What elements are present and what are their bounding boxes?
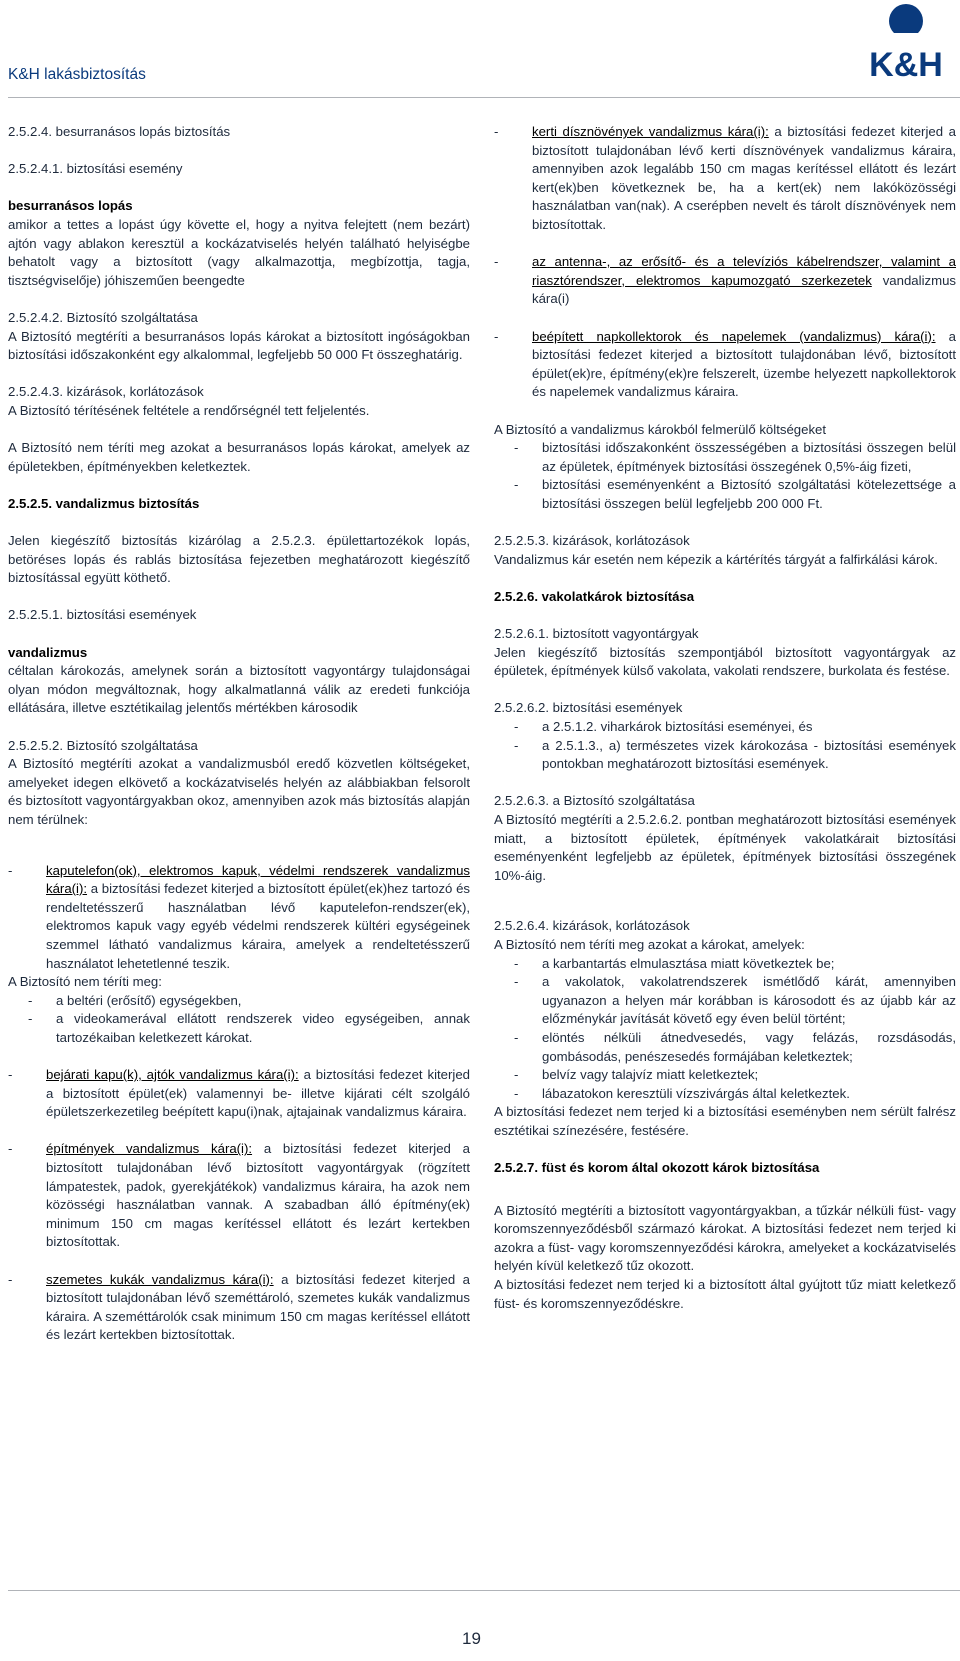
section-heading: 2.5.2.4.3. kizárások, korlátozások [8, 384, 204, 400]
header-rule [8, 97, 960, 98]
section-heading: 2.5.2.4.1. biztosítási esemény [8, 161, 183, 177]
list-item [494, 328, 956, 402]
footer-rule [8, 1590, 960, 1591]
list-item-text: a vakolatok, vakolatrendszerek ismétlődő kárát, amennyiben ugyanazon a helyen már korábban is károsodott és az újabb kár az előzménykár javítását követő egy éven belül történt; [542, 974, 956, 1027]
paragraph: A Biztosító megtéríti a 2.5.2.6.2. pontban meghatározott biztosítási események miatt, a biztosított épületek, építmények vakolatkárait biztosítási eseményenként legfeljebb az épületek, építmények biztosítási összegének 10%-áig. [494, 811, 956, 883]
list-item-lead: építmények vandalizmus kára(i): [46, 1141, 253, 1157]
section-heading: 2.5.2.6.3. a Biztosító szolgáltatása [494, 793, 695, 809]
list-item [494, 123, 956, 235]
list-item [8, 862, 470, 974]
list-dash: - [8, 1141, 13, 1157]
list-item [514, 955, 956, 974]
list-item [514, 439, 956, 476]
list-item [514, 1029, 956, 1066]
list-item [514, 718, 956, 737]
list-dash: - [28, 992, 33, 1008]
list-dash: - [514, 955, 519, 971]
list-item [514, 1085, 956, 1104]
paragraph: Vandalizmus kár esetén nem képezik a kártérítés tárgyát a falfirkálási károk. [494, 551, 938, 567]
section-heading: 2.5.2.5.1. biztosítási események [8, 607, 197, 623]
paragraph: Jelen kiegészítő biztosítás kizárólag a 2.5.2.3. épülettartozékok lopás, betöréses lopás és rablás biztosítása fejezetben meghatározott kiegészítő biztosítással együtt köthető. [8, 533, 470, 586]
list-item-lead: bejárati kapu(k), ajtók vandalizmus kára(i): [46, 1067, 299, 1083]
list-item-text: a biztosítási fedezet kiterjed a biztosított tulajdonában lévő szeméttároló, szemetes kukák vandalizmus káraira. A szeméttárolók csak minimum 150 cm magas kerítéssel ellátott és lezárt kertekben biztosítottak. [46, 1271, 470, 1343]
list-item [8, 1066, 470, 1122]
list-item-text: a videokamerával ellátott rendszerek video egységeiben, annak tartozékaiban keletkezett károkat. [56, 1011, 470, 1045]
list-item-lead: kaputelefon(ok), elektromos kapuk, védelmi rendszerek vandalizmus kára(i): [46, 862, 470, 897]
paragraph: A Biztosító nem téríti meg azokat a besurranásos lopás károkat, amelyek az épületekben, építményekben keletkeztek. [8, 440, 470, 474]
list-dash: - [8, 1067, 13, 1083]
section-heading: 2.5.2.6. vakolatkárok biztosítása [494, 588, 695, 604]
page-number: 19 [462, 1629, 481, 1648]
paragraph: A biztosítási fedezet nem terjed ki a biztosítási eseményben nem sérült falrész esztétikai színezésére, festésére. [494, 1104, 956, 1138]
section-heading: 2.5.2.6.4. kizárások, korlátozások [494, 918, 690, 934]
list-item-text: elöntés nélküli átnedvesedés, vagy felázás, rozsdásodás, gombásodás, penészesedés formájában keletkeztek; [542, 1029, 956, 1064]
right-column [494, 123, 956, 1313]
list-dash: - [8, 1271, 13, 1287]
list-dash: - [514, 1029, 519, 1045]
paragraph: céltalan károkozás, amelynek során a biztosított vagyontárgy tulajdonságai olyan módon megváltoznak, hogy alkalmatlanná válik az eredeti funkciója ellátására, illetve esztétikailag jelentős mértékben károsodik [8, 663, 470, 716]
section-heading: 2.5.2.6.2. biztosítási események [494, 700, 683, 716]
list-item-text: a 2.5.1.2. viharkárok biztosítási eseményei, és [542, 719, 813, 734]
kh-logo [852, 2, 960, 88]
list-dash: - [514, 1085, 519, 1101]
list-item-text: a beltéri (erősítő) egységekben, [56, 992, 242, 1008]
list-item [494, 253, 956, 309]
section-heading: 2.5.2.5.2. Biztosító szolgáltatása [8, 737, 198, 753]
paragraph: amikor a tettes a lopást úgy követte el, hogy a nyitva felejtett (nem bezárt) ajtón vagy ablakon keresztül a kockázatviselés helyén található helyiségbe behatolt vagy a biztosított (vagy alkalmazottja, megbízottja, tagja, tisztségviselője) jóhiszeműen beengedte [8, 216, 470, 288]
page-header [0, 0, 960, 110]
list-item-lead: az antenna-, az erősítő- és a televíziós kábelrendszer, valamint a riasztórendszer, elektromos kapumozgató szerkezetek [532, 254, 956, 288]
list-dash: - [514, 719, 519, 734]
list-item-text: a biztosítási fedezet kiterjed a biztosított tulajdonában lévő kerti dísznövények vandalizmus káraira, amennyiben azok legalább 150 cm magas kerítéssel ellátott és lezárt kert(ek)ben következnek be, ha a kert(ek) nem lakóközösségi használatban van(nak). A cserépben nevelt és tárolt dísznövények nem biztosítottak. [532, 124, 956, 232]
list-item-text: biztosítási időszakonként összességében a biztosítási összegen belül az épületek, építmények biztosítási összegének 0,5%-áig fizeti, [542, 440, 956, 474]
list-item-text: lábazatokon keresztüli vízszivárgás által keletkeztek. [542, 1085, 850, 1101]
section-heading: 2.5.2.7. füst és korom által okozott károk biztosítása [494, 1160, 820, 1176]
list-item [514, 973, 956, 1029]
list-item-text: biztosítási eseményenként a Biztosító szolgáltatási kötelezettsége a biztosítási összegen belül legfeljebb 200 000 Ft. [542, 477, 956, 511]
list-item-text: a biztosítási fedezet kiterjed a biztosított tulajdonában lévő biztosított vagyontárgyak (rögzített lámpatestek, padok, gyerekjátékok) vandalizmus káraira, ha azok nem közösségi használatban vannak. A szabadban álló építmény(ek) minimum 150 cm magas kerítéssel ellátott és lezárt kertekben biztosítottak. [46, 1141, 470, 1250]
paragraph: A Biztosító megtéríti a besurranásos lopás károkat a biztosított ingóságokban biztosítási időszakonként egy alkalommal, legfeljebb 50 000 Ft összeghatárig. [8, 328, 470, 363]
list-item-text: vandalizmus kára(i) [532, 272, 957, 307]
list-dash: - [514, 974, 519, 990]
list-item [514, 737, 956, 774]
list-item-lead: szemetes kukák vandalizmus kára(i): [46, 1271, 274, 1287]
svg-text:K&H: K&H [869, 46, 943, 84]
list-dash: - [514, 440, 519, 456]
list-item-text: a biztosítási fedezet kiterjed a biztosított épület(ek) valamennyi be- illetve kijárati célt szolgáló épületszerkezetileg beépített kapu(i)nak, ajtajainak vandalizmus káraira. [46, 1067, 470, 1120]
list-item [8, 1140, 470, 1252]
list-dash: - [494, 328, 499, 344]
section-heading: 2.5.2.5. vandalizmus biztosítás [8, 495, 200, 511]
paragraph: A Biztosító megtéríti azokat a vandalizmusból eredő közvetlen költségeket, amelyeket idegen elkövető a kockázatviselés helyén az alábbiakban felsorolt és biztosított vagyontárgyakban okoz, amennyiben azok más biztosítás alapján nem térülnek: [8, 756, 470, 827]
list-item [28, 992, 470, 1011]
section-heading: 2.5.2.4. besurranásos lopás biztosítás [8, 124, 231, 139]
list-item-text: a 2.5.1.3., a) természetes vizek károkozása - biztosítási események pontokban meghatározott biztosítási események. [542, 737, 956, 772]
paragraph: A Biztosító térítésének feltétele a rendőrségnél tett feljelentés. [8, 402, 370, 418]
list-dash: - [514, 477, 519, 493]
paragraph: A Biztosító a vandalizmus károkból felmerülő költségeket [494, 421, 827, 437]
list-dash: - [28, 1011, 33, 1027]
paragraph: A Biztosító nem téríti meg azokat a károkat, amelyek: [494, 936, 805, 952]
section-heading: 2.5.2.4.2. Biztosító szolgáltatása [8, 309, 198, 325]
list-item [28, 1010, 470, 1047]
list-dash: - [8, 862, 13, 878]
section-heading: 2.5.2.5.3. kizárások, korlátozások [494, 533, 690, 549]
list-item [514, 1066, 956, 1085]
document-title: K&H lakásbiztosítás [8, 66, 146, 83]
list-dash: - [514, 1067, 519, 1083]
left-column [8, 123, 470, 1345]
paragraph: A Biztosító nem téríti meg: [8, 974, 162, 990]
list-item-text: a biztosítási fedezet kiterjed a biztosított épület(ek)hez tartozó és rendeltetésszerű használatban lévő kaputelefon-rendszer(ek), elektromos kapuk vagy egyéb védelmi rendszerek kültéri egységeinek szemmel látható vandalizmus káraira, amelyek a rendeltetésszerű használatot lehetetlenné teszik. [46, 881, 470, 971]
list-item-lead: kerti dísznövények vandalizmus kára(i): [532, 124, 769, 139]
list-item-lead: beépített napkollektorok és napelemek (vandalizmus) kára(i): [532, 328, 936, 344]
list-item-text: a karbantartás elmulasztása miatt következtek be; [542, 955, 835, 971]
list-item-text: belvíz vagy talajvíz miatt keletkeztek; [542, 1067, 759, 1083]
paragraph: Jelen kiegészítő biztosítás szempontjából biztosított vagyontárgyak az épületek, építmények külső vakolata, vakolati rendszere, burkolata és festése. [494, 644, 956, 679]
list-dash: - [494, 124, 499, 139]
term-heading: vandalizmus [8, 644, 88, 660]
list-dash: - [514, 737, 519, 753]
section-heading: 2.5.2.6.1. biztosított vagyontárgyak [494, 626, 699, 642]
paragraph: A Biztosító megtéríti a biztosított vagyontárgyakban, a tűzkár nélküli füst- vagy koromszennyeződésből származó károkat. A biztosítási fedezet nem terjed ki azokra a füst- vagy koromszennyeződési károkra, amelyeket a kockázatviselés helyén kívül keletkező tűz okozott. [494, 1202, 956, 1274]
list-item [514, 476, 956, 513]
paragraph: A biztosítási fedezet nem terjed ki a biztosított által gyújtott tűz miatt keletkező füst- és koromszennyeződéskre. [494, 1277, 956, 1311]
term-heading: besurranásos lopás [8, 198, 133, 214]
list-item [8, 1271, 470, 1345]
list-dash: - [494, 254, 499, 270]
list-item-text: a biztosítási fedezet kiterjed a biztosított tulajdonában lévő, biztosított épület(ek)re, építmény(ek)re felszerelt, üzembe helyezett napkollektorok és napelemek vandalizmus káraira. [532, 328, 956, 400]
